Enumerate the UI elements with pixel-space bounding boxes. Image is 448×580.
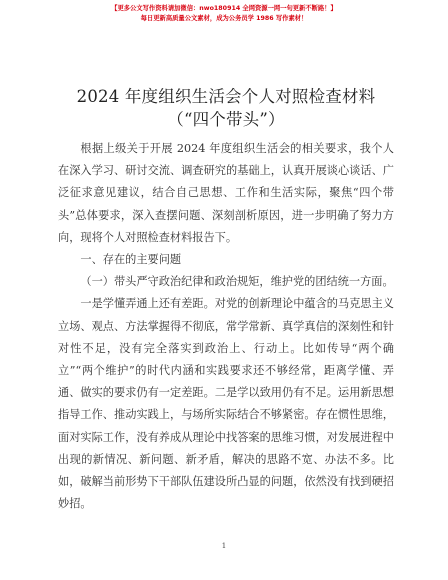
section-heading: 一、存在的主要问题 (80, 253, 182, 267)
promo-banner (0, 4, 448, 24)
promo-banner-line-1: 【更多公文写作资料请加微信：nwo180914 全网资源一网一句更新不断路！】 (111, 5, 337, 12)
document-title: 2024 年度组织生活会个人对照检查材料（“四个带头”） (76, 87, 376, 129)
document-body (58, 138, 394, 515)
subsection-heading: （一）带头严守政治纪律和政治规矩，维护党的团结统一方面。 (80, 275, 394, 289)
promo-banner-line-2: 每日更新高质量公文素材，成为公务员学 1986 写作素材！ (140, 15, 308, 22)
intro-paragraph: 根据上级关于开展 2024 年度组织生活会的相关要求，我个人在深入学习、研讨交流、调查研究的基础上，认真开展谈心谈话、广泛征求意见建议，结合自己思想、工作和生活实际，聚焦“四个带头”总体要求，深入查摆问题、深刻剖析原因，进一步明确了努力方向，现将个人对照检查材料报告下。 (58, 142, 394, 244)
body-paragraph: 一是学懂弄通上还有差距。对党的创新理论中蕴含的马克思主义立场、观点、方法掌握得不彻底，常学常新、真学真信的深刻性和针对性不足，没有完全落实到政治上、行动上。比如传导“两个确立”“两个维护”的时代内涵和实践要求还不够经常，距离学懂、弄通、做实的要求仍有一定差距。二是学以致用仍有不足。运用新思想指导工作、推动实践上，与场所实际结合不够紧密。存在惯性思维，面对实际工作，没有养成从理论中找答案的思维习惯，对发展进程中出现的新情况、新问题、新矛盾，解决的思路不宽、办法不多。比如，破解当前形势下干部队伍建设所凸显的问题，依然没有找到硬招妙招。 (58, 297, 394, 511)
page-number: 1 (221, 542, 227, 550)
